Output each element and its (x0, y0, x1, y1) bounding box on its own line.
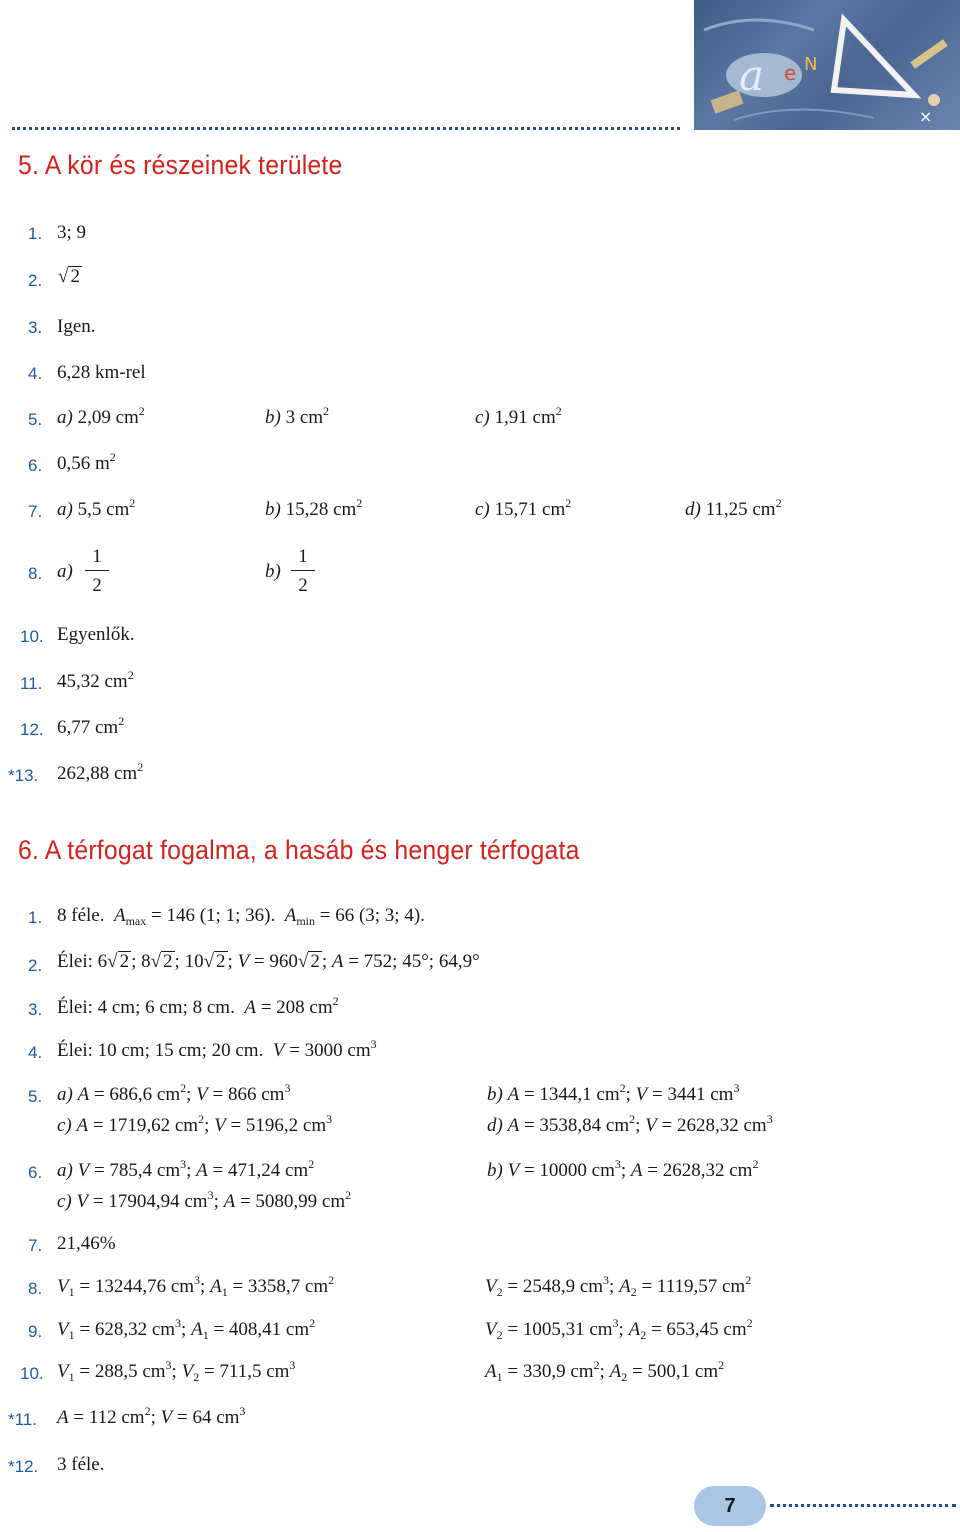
answer-6a: a) V = 785,4 $cm^3$; A = 471,24 $cm^2$ (57, 1157, 315, 1181)
item-number: 3. (28, 318, 43, 337)
item-number: 10. (20, 1364, 44, 1383)
answer-4: Élei: 10 cm; 15 cm; 20 cm. V = 3000 $cm^3$ (57, 1037, 377, 1061)
section-5-title: 5. A kör és részeinek területe (18, 150, 343, 180)
item-number: 2. (28, 956, 43, 975)
answer-sqrt: √ 2 (58, 266, 80, 287)
item-number: 5. (28, 1087, 43, 1106)
answer-3: Élei: 4 cm; 6 cm; 8 cm. A = 208 $cm^2$ (57, 994, 339, 1018)
answer-text: Igen. (57, 316, 96, 337)
item-number: 1. (28, 224, 43, 243)
item-number: 12. (20, 720, 44, 739)
answer-7b: b) 15,28 $cm^2$ (265, 496, 363, 520)
answer-7c: c) 15,71 $cm^2$ (475, 496, 572, 520)
item-number: 8. (28, 1279, 43, 1298)
item-number: 3. (28, 1000, 43, 1019)
page-number-badge: 7 (694, 1486, 766, 1526)
answer-6b: b) V = 10000 $cm^3$; A = 2628,32 $cm^2$ (487, 1157, 759, 1181)
svg-text:×: × (919, 107, 933, 126)
answer-7d: d) 11,25 $cm^2$ (685, 496, 782, 520)
answer-text: 0,56 $m^2$ (57, 450, 116, 474)
radicand: 2 (70, 266, 80, 287)
item-number: 9. (28, 1322, 43, 1341)
answer-5b: b) 3 $cm^2$ (265, 404, 330, 428)
svg-text:e: e (784, 61, 797, 85)
item-number: *12. (8, 1457, 39, 1476)
answer-9-left: $V_1 = 628,32$ $cm^3$; $A_1 = 408,41$ $cm^2$ (57, 1316, 316, 1342)
item-number: 6. (28, 456, 43, 475)
answer-text: 3; 9 (57, 222, 87, 243)
answer-text: 6,77 $cm^2$ (57, 714, 125, 738)
item-number: 10. (20, 627, 44, 646)
answer-5b: b) A = 1344,1 $cm^2$; V = 3441 $cm^3$ (487, 1081, 740, 1105)
top-dotted-rule (12, 127, 680, 130)
math-collage-image (694, 0, 960, 130)
answer-12: 3 féle. (57, 1454, 105, 1475)
fraction-8b: 1 2 (293, 546, 313, 599)
item-number: 8. (28, 564, 43, 583)
answer-10-left: $V_1 = 288,5$ $cm^3$; $V_2 = 711,5$ $cm^3$ (57, 1358, 296, 1384)
answer-7a: a) 5,5 $cm^2$ (57, 496, 136, 520)
footer-dotted-rule (770, 1504, 956, 1507)
answer-5a: a) A = 686,6 $cm^2$; V = 866 $cm^3$ (57, 1081, 291, 1105)
item-number: 7. (28, 1236, 43, 1255)
item-number: 4. (28, 1043, 43, 1062)
answer-9-right: $V_2 = 1005,31$ $cm^3$; $A_2 = 653,45$ $cm^2$ (485, 1316, 753, 1342)
answer-5d: d) A = 3538,84 $cm^2$; V = 2628,32 $cm^3$ (487, 1112, 773, 1136)
answer-8-left: $V_1 = 13244,76$ $cm^3$; $A_1 = 3358,7$ $cm^2$ (57, 1273, 335, 1299)
answer-6c: c) V = 17904,94 $cm^3$; A = 5080,99 $cm^2$ (57, 1188, 352, 1212)
answer-8a-label: a) (57, 561, 73, 582)
item-number: 1. (28, 908, 43, 927)
answer-1: 8 féle. $A_{max} = 146$ (1; 1; 36). $A_{min} = 66$ (3; 3; 4). (57, 905, 425, 928)
answer-10-right: $A_1 = 330,9$ $cm^2$; $A_2 = 500,1$ $cm^2$ (485, 1358, 725, 1384)
answer-8b-label: b) (265, 561, 281, 582)
item-number: 2. (28, 271, 43, 290)
item-number: *13. (8, 766, 39, 785)
item-number: 4. (28, 364, 43, 383)
item-number: 7. (28, 502, 43, 521)
answer-text: Egyenlők. (57, 624, 135, 645)
answer-5a: a) 2,09 $cm^2$ (57, 404, 145, 428)
fraction-8a: 1 2 (87, 546, 107, 599)
header-illustration (694, 0, 960, 130)
item-number: 5. (28, 410, 43, 429)
item-number: 6. (28, 1163, 43, 1182)
item-number: 11. (20, 674, 43, 693)
answer-7: 21,46% (57, 1233, 116, 1254)
answer-5c: c) A = 1719,62 $cm^2$; V = 5196,2 $cm^3$ (57, 1112, 333, 1136)
answer-8-right: $V_2 = 2548,9$ $cm^3$; $A_2 = 1119,57$ $cm^2$ (485, 1273, 752, 1299)
answer-text: 6,28 km-rel (57, 362, 146, 383)
answer-5c: c) 1,91 $cm^2$ (475, 404, 562, 428)
answer-11: A = 112 $cm^2$; V = 64 $cm^3$ (57, 1404, 246, 1428)
svg-text:a: a (739, 51, 765, 100)
item-number: *11. (8, 1410, 37, 1429)
answer-text: 45,32 $cm^2$ (57, 668, 134, 692)
section-6-title: 6. A térfogat fogalma, a hasáb és henger térfogata (18, 835, 580, 865)
answer-text: 262,88 $cm^2$ (57, 760, 144, 784)
svg-text:N: N (804, 54, 818, 75)
answer-2: Élei: 6√ 2 ; 8√ 2 ; 10√ 2 ; V = 960√ 2 ; A = 752; 45°; 64,9° (57, 951, 480, 972)
